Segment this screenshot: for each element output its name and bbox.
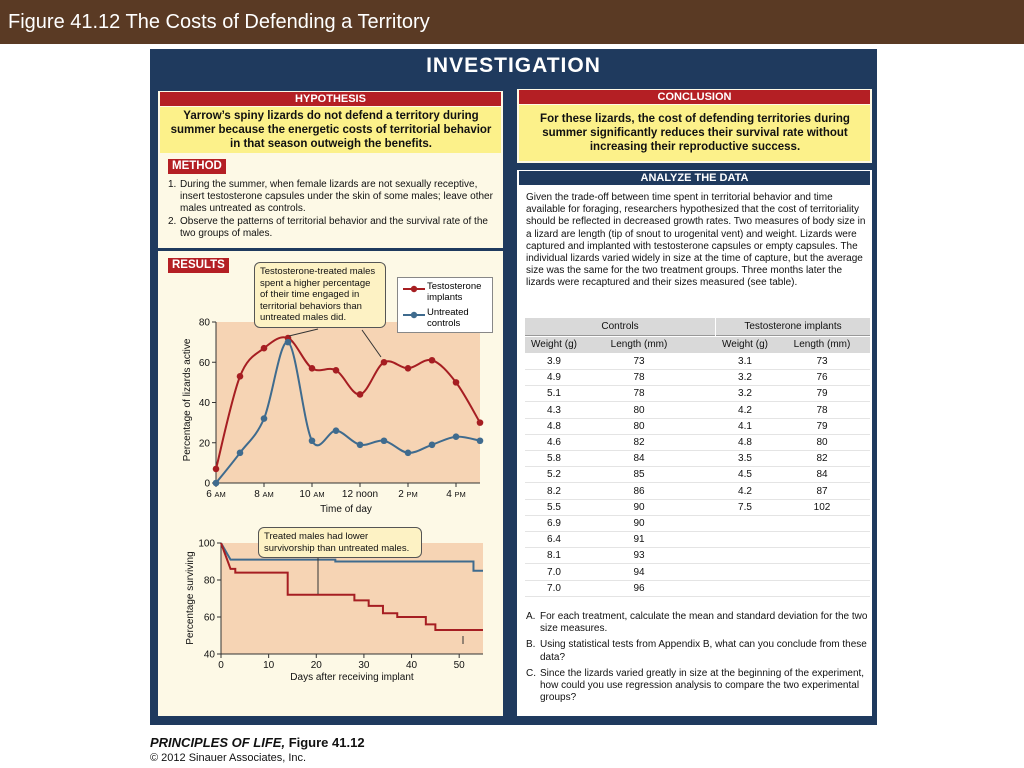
table-row	[525, 532, 870, 548]
activity-y-label: Percentage of lizards active	[182, 338, 193, 462]
activity-x-tick-label: 12 noon	[341, 489, 379, 500]
table-cell	[716, 516, 774, 532]
table-cell: 102	[813, 501, 831, 513]
table-cell: 6.4	[547, 534, 561, 546]
size-table	[525, 318, 870, 598]
table-cell	[774, 565, 870, 581]
activity-y-tick-label: 80	[198, 317, 210, 329]
table-col-weight-testosterone: Weight (g)	[716, 337, 774, 353]
survival-x-tick-label: 30	[358, 660, 370, 671]
footer-copyright: © 2012 Sinauer Associates, Inc.	[150, 752, 307, 764]
table-row	[525, 516, 870, 532]
table-cell: 4.6	[547, 437, 561, 448]
activity-x-label: Time of day	[320, 504, 372, 515]
table-cell: 4.2	[738, 485, 752, 497]
activity-x-tick-label: 8 AM	[254, 489, 274, 500]
table-row	[525, 451, 870, 467]
hypothesis-header: HYPOTHESIS	[160, 92, 501, 106]
table-cell	[716, 581, 774, 597]
table-cell: 7.5	[738, 501, 752, 513]
survival-callout: Treated males had lower survivorship than untreated males.	[258, 527, 422, 558]
footer-source: PRINCIPLES OF LIFE, Figure 41.12	[150, 735, 365, 750]
table-row	[525, 435, 870, 451]
analyze-text: Given the trade-off between time spent in territorial behavior and time available for foraging, researchers hypothesized that the cost of territoriality should be reflected in decreased growth rates. Two measures of body size in a lizard are length (tip of snout to urogenital vent) and weight. Lizards were captured and implanted with testosterone capsules or empty capsules. The individual lizards varied widely in size at the time of capture, but the average size was the same for the two treatment groups. Three months later the lizards were recaptured and their sizes measured (see table).	[526, 192, 866, 289]
table-cell: 82	[816, 453, 828, 465]
table-cell: 7.0	[547, 566, 561, 578]
activity-callout: Testosterone-treated males spent a higher percentage of their time engaged in territorial behaviors than untreated males did.	[254, 262, 386, 328]
legend-untreated-swatch	[402, 309, 426, 321]
activity-y-tick-label: 60	[198, 357, 210, 369]
table-cell: 5.8	[547, 453, 561, 465]
table-row	[525, 467, 870, 483]
table-cell: 86	[633, 485, 645, 497]
method-step-2: 2. Observe the patterns of territorial behavior and the survival rate of the two groups of males.	[168, 215, 488, 239]
investigation-title: INVESTIGATION	[426, 54, 601, 77]
table-cell: 80	[633, 420, 645, 432]
table-cell	[716, 532, 774, 548]
table-cell: 73	[816, 356, 828, 367]
table-row	[525, 386, 870, 402]
survival-x-tick-label: 10	[263, 660, 275, 671]
survival-y-tick-label: 40	[203, 649, 215, 661]
table-cell: 80	[633, 404, 645, 416]
table-cell: 4.8	[738, 437, 752, 448]
activity-y-tick-label: 20	[198, 438, 210, 450]
legend-testosterone-label: Testosterone implants	[427, 281, 482, 303]
survival-y-label: Percentage surviving	[185, 551, 196, 645]
table-cell	[774, 532, 870, 548]
table-cell: 3.2	[738, 372, 752, 384]
slide-title: Figure 41.12 The Costs of Defending a Territory	[8, 11, 430, 33]
table-cell: 7.0	[547, 582, 561, 594]
table-cell: 4.2	[738, 404, 752, 416]
table-cell: 78	[633, 388, 645, 400]
table-cell: 90	[633, 501, 645, 513]
table-group-controls: Controls	[525, 318, 715, 336]
table-cell: 80	[816, 437, 828, 448]
survival-x-tick-label: 40	[405, 660, 418, 671]
activity-x-tick-label: 4 PM	[446, 489, 466, 500]
table-cell	[774, 581, 870, 597]
table-cell: 96	[633, 582, 645, 594]
hypothesis-text: Yarrow’s spiny lizards do not defend a territory during summer because the energetic costs of territorial behavior in that season outweigh the benefits.	[170, 110, 492, 150]
table-cell: 79	[816, 420, 828, 432]
table-cell: 90	[633, 518, 645, 529]
method-label: METHOD	[168, 159, 226, 174]
table-cell: 6.9	[547, 518, 561, 529]
table-row	[525, 548, 870, 564]
conclusion-text: For these lizards, the cost of defending territories during summer significantly reduces their survival rate without increasing their reproductive success.	[540, 113, 850, 153]
table-cell: 82	[633, 437, 645, 448]
survival-x-label: Days after receiving implant	[290, 672, 414, 683]
table-cell: 76	[816, 372, 828, 384]
table-cell: 91	[633, 534, 645, 546]
activity-y-tick-label: 40	[198, 398, 210, 409]
table-row	[525, 370, 870, 386]
table-cell: 84	[633, 453, 645, 465]
table-cell: 3.9	[547, 356, 561, 367]
table-cell: 4.3	[547, 404, 561, 416]
table-cell: 78	[633, 372, 645, 384]
question-b: B. Using statistical tests from Appendix B, what can you conclude from these data?	[526, 639, 867, 663]
table-col-weight-controls: Weight (g)	[525, 337, 583, 353]
activity-x-tick-label: 2 PM	[398, 489, 418, 500]
table-cell: 87	[816, 485, 828, 497]
table-cell: 85	[633, 469, 645, 481]
legend-untreated-label: Untreated controls	[427, 307, 469, 329]
table-col-length-testosterone: Length (mm)	[774, 337, 870, 353]
table-row	[525, 565, 870, 581]
table-row	[525, 354, 870, 370]
table-row	[525, 500, 870, 516]
survival-x-tick-label: 50	[453, 660, 465, 671]
table-group-testosterone: Testosterone implants	[716, 318, 870, 336]
activity-x-tick-label: 6 AM	[206, 489, 226, 500]
survival-y-tick-label: 60	[203, 612, 215, 624]
activity-x-tick-label: 10 AM	[299, 489, 325, 500]
table-row	[525, 484, 870, 500]
table-cell: 78	[816, 404, 828, 416]
activity-y-tick-label: 0	[204, 478, 210, 490]
question-a: A. For each treatment, calculate the mean and standard deviation for the two size measures.	[526, 611, 868, 635]
table-cell: 4.1	[738, 420, 752, 432]
table-cell: 8.2	[547, 485, 561, 497]
table-cell: 3.1	[738, 356, 752, 367]
table-cell	[716, 565, 774, 581]
table-cell: 3.5	[738, 453, 752, 465]
method-step-1: 1. During the summer, when female lizards are not sexually receptive, insert testosterone capsules under the skin of some males; leave other males untreated as controls.	[168, 179, 493, 215]
analyze-header: ANALYZE THE DATA	[519, 171, 870, 185]
survival-x-tick-label: 20	[310, 660, 322, 671]
legend-testosterone-swatch	[402, 283, 426, 295]
table-cell: 94	[633, 566, 645, 578]
table-cell: 4.5	[738, 469, 752, 481]
survival-x-tick-label: 0	[218, 660, 224, 671]
table-cell: 5.2	[547, 469, 561, 481]
table-col-gap	[695, 337, 716, 353]
analyze-questions	[526, 611, 868, 704]
table-cell: 84	[816, 469, 828, 481]
survival-y-tick-label: 100	[198, 538, 215, 550]
table-cell: 5.5	[547, 501, 561, 513]
table-cell: 3.2	[738, 388, 752, 400]
table-cell: 4.8	[547, 420, 561, 432]
table-cell: 73	[633, 356, 645, 367]
activity-legend	[397, 277, 493, 333]
table-cell: 93	[633, 550, 645, 562]
survival-y-tick-label: 80	[203, 575, 215, 587]
table-row	[525, 403, 870, 419]
table-cell: 8.1	[547, 550, 561, 562]
table-cell	[716, 548, 774, 564]
table-row	[525, 419, 870, 435]
table-cell	[774, 548, 870, 564]
table-cell: 4.9	[547, 372, 561, 384]
table-row	[525, 581, 870, 597]
table-cell: 79	[816, 388, 828, 400]
table-col-length-controls: Length (mm)	[583, 337, 695, 353]
table-cell	[774, 516, 870, 532]
conclusion-header: CONCLUSION	[519, 90, 870, 104]
results-label: RESULTS	[168, 258, 229, 273]
table-cell: 5.1	[547, 388, 561, 400]
question-c: C. Since the lizards varied greatly in size at the beginning of the experiment, how could you use regression analysis to compare the two experimental groups?	[526, 667, 865, 704]
